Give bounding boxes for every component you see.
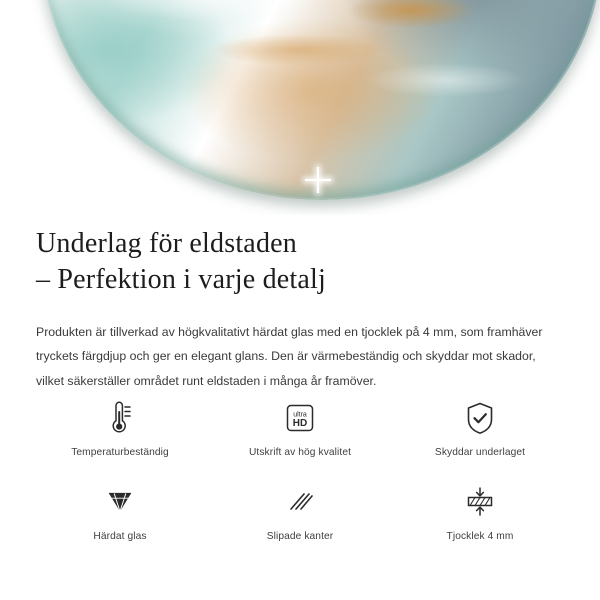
feature-label: Utskrift av hög kvalitet (248, 447, 352, 458)
content-block (36, 226, 564, 393)
thermometer-icon (103, 398, 137, 438)
feature-item-thickness (390, 482, 570, 560)
polished-edges-icon (282, 482, 318, 522)
shield-check-icon (463, 398, 497, 438)
hero-image (0, 0, 600, 215)
feature-label: Härdat glas (93, 531, 147, 542)
feature-label: Slipade kanter (266, 531, 334, 542)
svg-text:HD: HD (292, 418, 308, 429)
diamond-icon (102, 482, 138, 522)
feature-label: Skyddar underlaget (434, 447, 526, 458)
feature-item-polished-edges (210, 482, 390, 560)
page-title (36, 226, 564, 298)
ultra-hd-icon (282, 398, 318, 438)
description-paragraph: Produkten är tillverkad av högkvalitativt härdat glas med en tjocklek på 4 mm, som framhäver tryckets färgdjup och ger en elegant glans. Den är värmebeständig och skyddar mot skador, vilket säkerställer området runt eldstaden i många år framöver. (36, 324, 543, 388)
feature-item-tempered-glass (30, 482, 210, 560)
feature-label: Temperaturbeständig (71, 447, 169, 458)
svg-text:ultra: ultra (293, 411, 307, 419)
glass-disc-graphic (42, 0, 600, 200)
headline-line-1: Underlag för eldstaden (36, 228, 297, 259)
feature-item-temperature (30, 398, 210, 476)
thickness-icon (462, 482, 498, 522)
feature-grid (30, 398, 570, 560)
headline-line-2: – Perfektion i varje detalj (36, 263, 326, 295)
feature-label: Tjocklek 4 mm (446, 531, 514, 542)
feature-item-protects-surface (390, 398, 570, 476)
feature-item-print-quality (210, 398, 390, 476)
